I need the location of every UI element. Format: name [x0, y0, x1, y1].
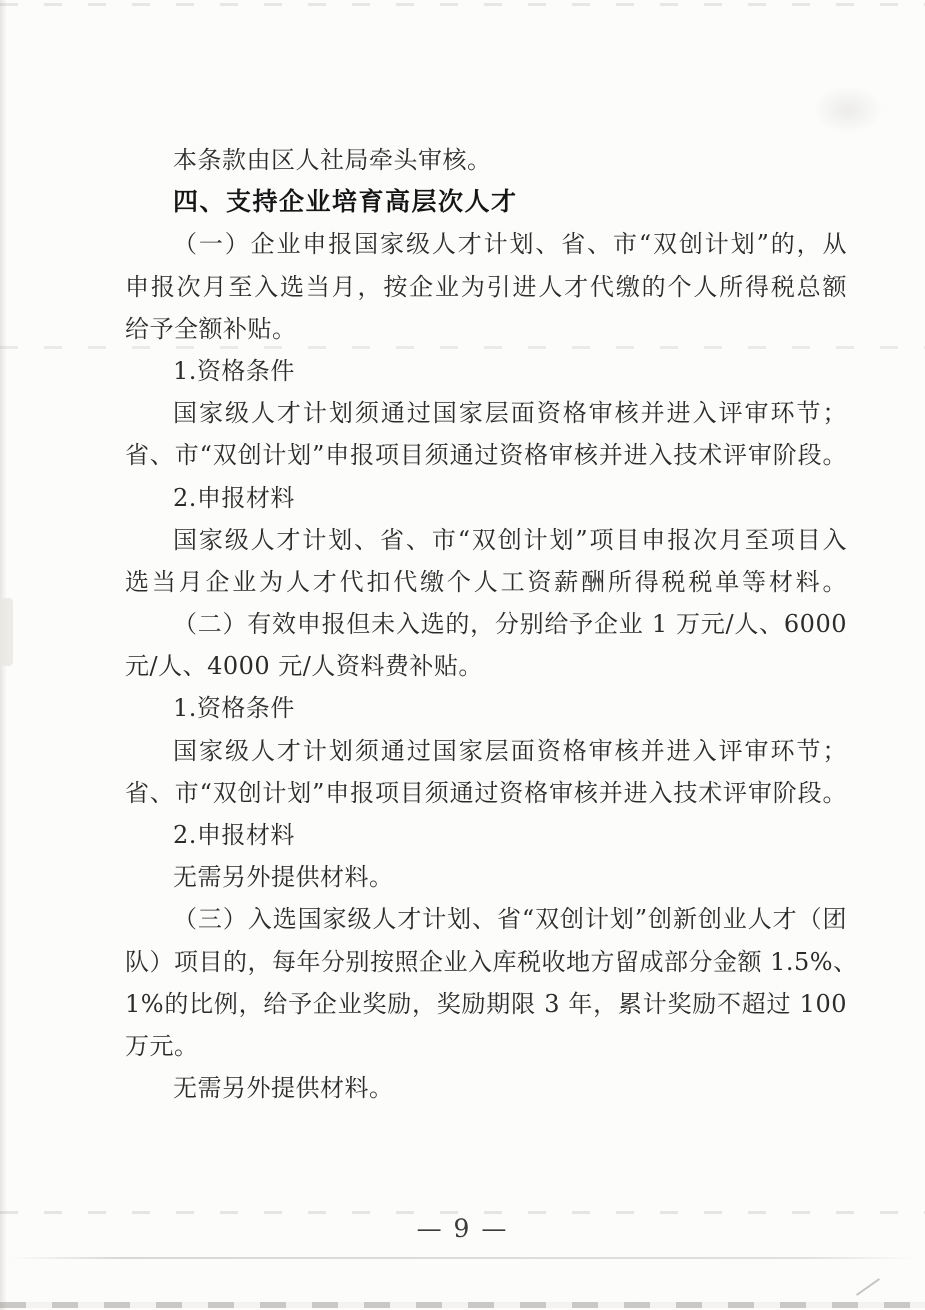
list-item-label: 1.资格条件 — [173, 694, 295, 723]
text-line: 无需另外提供材料。 — [173, 863, 394, 892]
text-line: 省、市“双创计划”申报项目须通过资格审核并进入技术评审阶段。 — [125, 441, 847, 470]
page-number: — 9 — — [416, 1214, 509, 1243]
text-line: 选当月企业为人才代扣代缴个人工资薪酬所得税税单等材料。 — [125, 567, 847, 596]
text-line: 元/人、4000 元/人资料费补贴。 — [125, 652, 483, 681]
scan-top-streak — [0, 3, 925, 6]
text-line: 队）项目的，每年分别按照企业入库税收地方留成部分金额 1.5%、 — [125, 947, 858, 976]
scan-left-smudge — [0, 598, 13, 666]
text-line: 无需另外提供材料。 — [173, 1074, 394, 1103]
document-text-block — [125, 139, 858, 1109]
text-line: 国家级人才计划须通过国家层面资格审核并进入评审环节； — [173, 399, 847, 428]
text-line: （一）企业申报国家级人才计划、省、市“双创计划”的，从 — [173, 230, 847, 259]
text-line: 省、市“双创计划”申报项目须通过资格审核并进入技术评审阶段。 — [125, 778, 847, 807]
list-item-label: 2.申报材料 — [173, 483, 295, 512]
scan-bottom-band — [0, 1302, 925, 1308]
text-line: 万元。 — [125, 1031, 199, 1060]
text-line: 申报次月至入选当月，按企业为引进人才代缴的个人所得税总额 — [125, 272, 847, 301]
scan-corner-mark — [856, 1278, 880, 1296]
text-line: （二）有效申报但未入选的，分别给予企业 1 万元/人、6000 — [173, 610, 847, 639]
text-line: 本条款由区人社局牵头审核。 — [173, 146, 492, 174]
list-item-label: 2.申报材料 — [173, 821, 295, 849]
section-heading: 四、支持企业培育高层次人才 — [173, 187, 518, 217]
text-line: 国家级人才计划、省、市“双创计划”项目申报次月至项目入 — [173, 525, 847, 554]
list-item-label: 1.资格条件 — [173, 356, 295, 385]
text-line: （三）入选国家级人才计划、省“双创计划”创新创业人才（团 — [173, 905, 847, 934]
text-line: 给予全额补贴。 — [125, 314, 297, 343]
scan-faint-line — [10, 1257, 915, 1259]
scan-corner-texture — [813, 86, 883, 134]
text-line: 1%的比例，给予企业奖励，奖励期限 3 年，累计奖励不超过 100 — [125, 989, 847, 1018]
text-line: 国家级人才计划须通过国家层面资格审核并进入评审环节； — [173, 736, 847, 765]
